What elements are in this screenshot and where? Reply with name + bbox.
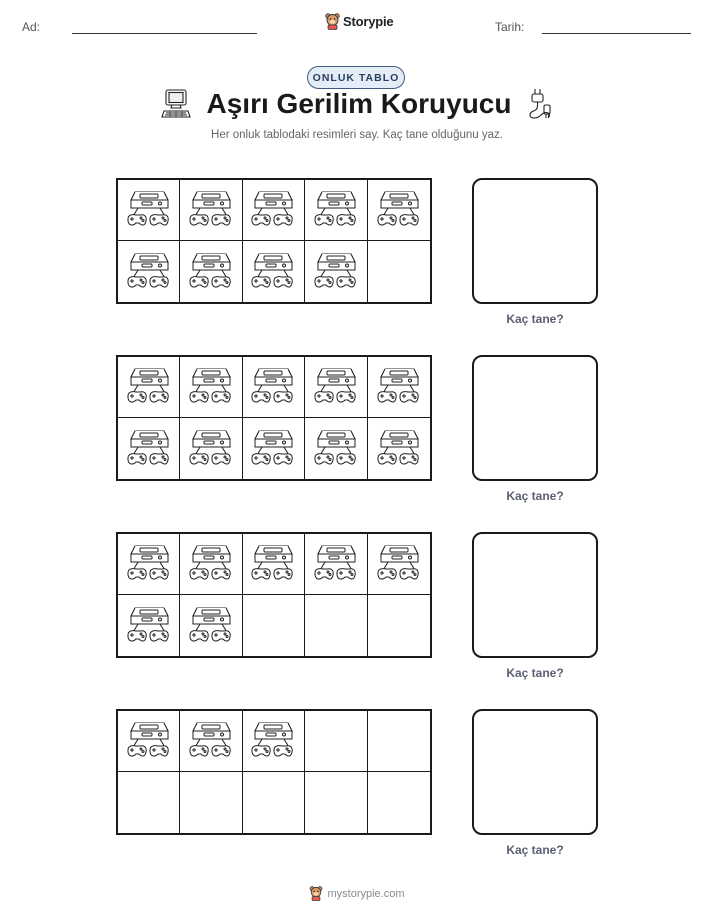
ten-frame-cell <box>305 357 367 418</box>
game-console-icon <box>313 427 359 471</box>
bear-mascot-icon <box>309 886 323 901</box>
game-console-icon <box>188 250 234 294</box>
game-console-icon <box>188 188 234 232</box>
brand-name: Storypie <box>343 14 394 29</box>
count-question: Kaç tane? <box>506 843 564 857</box>
count-question: Kaç tane? <box>506 489 564 503</box>
count-question: Kaç tane? <box>506 666 564 680</box>
ten-frame-cell <box>368 418 430 479</box>
ten-frame-cell <box>180 534 242 595</box>
game-console-icon <box>313 188 359 232</box>
ten-frame-cell <box>118 595 180 656</box>
ten-frame-cell <box>243 772 305 833</box>
game-console-icon <box>126 427 172 471</box>
ten-frame-cell <box>118 534 180 595</box>
ten-frame-cell <box>180 595 242 656</box>
game-console-icon <box>313 542 359 586</box>
ten-frame-cell <box>180 357 242 418</box>
ten-frame-cell <box>180 241 242 302</box>
game-console-icon <box>313 250 359 294</box>
game-console-icon <box>188 542 234 586</box>
title-row <box>0 88 714 120</box>
game-console-icon <box>250 365 296 409</box>
game-console-icon <box>126 604 172 648</box>
bear-mascot-icon <box>325 13 340 30</box>
ten-frame-cell <box>243 180 305 241</box>
game-console-icon <box>126 188 172 232</box>
game-console-icon <box>376 365 422 409</box>
power-plug-icon <box>527 88 553 120</box>
brand-logo <box>325 13 393 30</box>
name-line[interactable] <box>72 33 257 34</box>
count-question: Kaç tane? <box>506 312 564 326</box>
answer-box[interactable] <box>472 355 598 481</box>
ten-frame-cell <box>305 418 367 479</box>
game-console-icon <box>250 188 296 232</box>
ten-frame-cell <box>243 418 305 479</box>
game-console-icon <box>188 604 234 648</box>
ten-frame-cell <box>118 357 180 418</box>
ten-frame-cell <box>368 711 430 772</box>
answer-box[interactable] <box>472 178 598 304</box>
answer-box[interactable] <box>472 532 598 658</box>
game-console-icon <box>126 250 172 294</box>
ten-frame-cell <box>180 772 242 833</box>
game-console-icon <box>376 427 422 471</box>
ten-frame-cell <box>305 711 367 772</box>
page-title: Aşırı Gerilim Koruyucu <box>206 88 512 119</box>
ten-frame-cell <box>305 772 367 833</box>
ten-frame-cell <box>243 241 305 302</box>
ten-frame-cell <box>243 711 305 772</box>
ten-frame-cell <box>243 357 305 418</box>
game-console-icon <box>126 542 172 586</box>
ten-frame-cell <box>368 534 430 595</box>
game-console-icon <box>313 365 359 409</box>
ten-frame-cell <box>305 241 367 302</box>
instructions: Her onluk tablodaki resimleri say. Kaç tane olduğunu yaz. <box>211 129 503 141</box>
game-console-icon <box>188 719 234 763</box>
computer-icon <box>161 88 191 120</box>
ten-frame-cell <box>305 595 367 656</box>
game-console-icon <box>126 719 172 763</box>
footer-url: mystorypie.com <box>327 887 405 900</box>
ten-frame-cell <box>368 357 430 418</box>
ten-frame-cell <box>368 241 430 302</box>
ten-frame-cell <box>243 534 305 595</box>
ten-frame-cell <box>118 418 180 479</box>
ten-frame-cell <box>180 180 242 241</box>
ten-frame-cell <box>118 772 180 833</box>
game-console-icon <box>376 542 422 586</box>
ten-frame-cell <box>368 772 430 833</box>
ten-frame <box>116 709 432 835</box>
game-console-icon <box>188 427 234 471</box>
game-console-icon <box>376 188 422 232</box>
date-label: Tarih: <box>495 20 525 34</box>
game-console-icon <box>250 542 296 586</box>
game-console-icon <box>250 719 296 763</box>
ten-frame <box>116 532 432 658</box>
game-console-icon <box>126 365 172 409</box>
ten-frame-cell <box>305 180 367 241</box>
game-console-icon <box>188 365 234 409</box>
ten-frame-cell <box>368 180 430 241</box>
worksheet-type-badge: ONLUK TABLO <box>307 66 405 89</box>
answer-box[interactable] <box>472 709 598 835</box>
game-console-icon <box>250 250 296 294</box>
date-line[interactable] <box>542 33 691 34</box>
ten-frame <box>116 178 432 304</box>
ten-frame-cell <box>118 241 180 302</box>
ten-frame <box>116 355 432 481</box>
ten-frame-cell <box>180 418 242 479</box>
ten-frame-cell <box>243 595 305 656</box>
footer <box>0 886 714 901</box>
ten-frame-cell <box>118 180 180 241</box>
name-label: Ad: <box>22 20 41 34</box>
game-console-icon <box>250 427 296 471</box>
ten-frame-cell <box>118 711 180 772</box>
ten-frame-cell <box>368 595 430 656</box>
ten-frame-cell <box>305 534 367 595</box>
ten-frame-cell <box>180 711 242 772</box>
